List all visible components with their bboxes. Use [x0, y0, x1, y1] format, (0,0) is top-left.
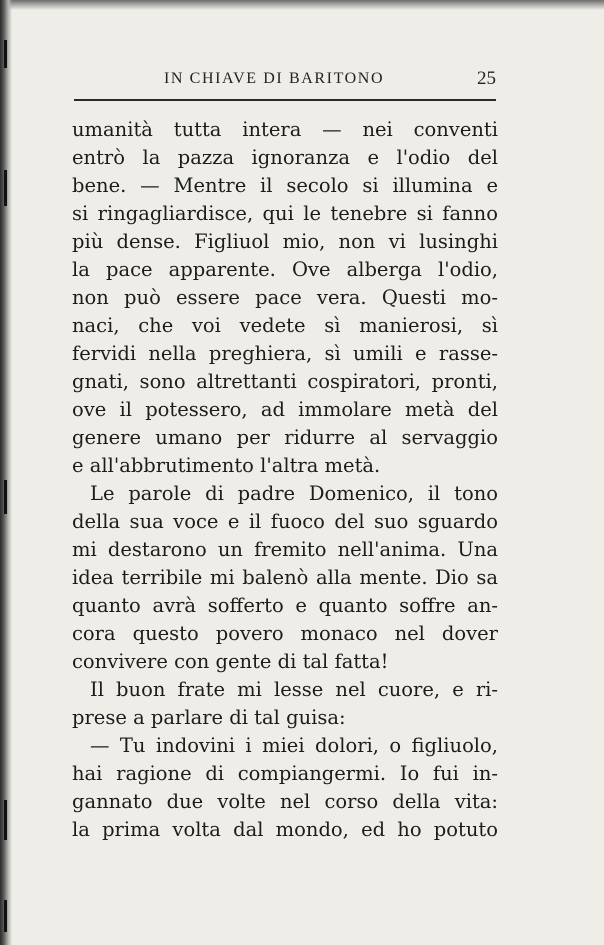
text-line: bene. — Mentre il secolo si illumina e: [72, 174, 498, 197]
header-rule: [74, 99, 496, 101]
text-line: naci, che voi vedete sì manierosi, sì: [72, 314, 498, 337]
text-line: della sua voce e il fuoco del suo sguardo: [72, 510, 498, 533]
text-line: Le parole di padre Domenico, il tono: [90, 482, 498, 505]
text-line: mi destarono un fremito nell'anima. Una: [72, 538, 498, 561]
text-line: quanto avrà sofferto e quanto soffre an-: [72, 594, 498, 617]
binding-stitch: [4, 170, 7, 206]
text-line: gnati, sono altrettanti cospiratori, pronti,: [72, 370, 498, 393]
text-line: Il buon frate mi lesse nel cuore, e ri-: [90, 678, 498, 701]
text-line: la prima volta dal mondo, ed ho potuto: [72, 818, 498, 841]
page-header: [74, 64, 496, 92]
text-line: umanità tutta intera — nei conventi: [72, 118, 498, 141]
text-line: idea terribile mi balenò alla mente. Dio sa: [72, 566, 498, 589]
binding-stitch: [4, 40, 7, 68]
text-line: la pace apparente. Ove alberga l'odio,: [72, 258, 498, 281]
text-line: si ringagliardisce, qui le tenebre si fanno: [72, 202, 498, 225]
text-line: entrò la pazza ignoranza e l'odio del: [72, 146, 498, 169]
text-line: non può essere pace vera. Questi mo-: [72, 286, 498, 309]
text-line: ove il potessero, ad immolare metà del: [72, 398, 498, 421]
text-line: fervidi nella preghiera, sì umili e rasse-: [72, 342, 498, 365]
text-line: cora questo povero monaco nel dover: [72, 622, 498, 645]
running-title: IN CHIAVE DI BARITONO: [164, 70, 385, 87]
text-line: genere umano per ridurre al servaggio: [72, 426, 498, 449]
binding-stitch: [4, 800, 7, 840]
text-line: prese a parlare di tal guisa:: [72, 706, 346, 729]
text-line: — Tu indovini i miei dolori, o figliuolo,: [90, 734, 498, 757]
page-top-edge: [0, 0, 604, 10]
text-line: gannato due volte nel corso della vita:: [72, 790, 498, 813]
binding-stitch: [4, 900, 7, 932]
page-number: 25: [477, 68, 496, 89]
body-text: [72, 116, 498, 844]
text-line: convivere con gente di tal fatta!: [72, 650, 389, 673]
text-line: e all'abbrutimento l'altra metà.: [72, 454, 381, 477]
text-line: più dense. Figliuol mio, non vi lusinghi: [72, 230, 498, 253]
binding-stitch: [4, 480, 7, 514]
text-line: hai ragione di compiangermi. Io fui in-: [72, 762, 498, 785]
